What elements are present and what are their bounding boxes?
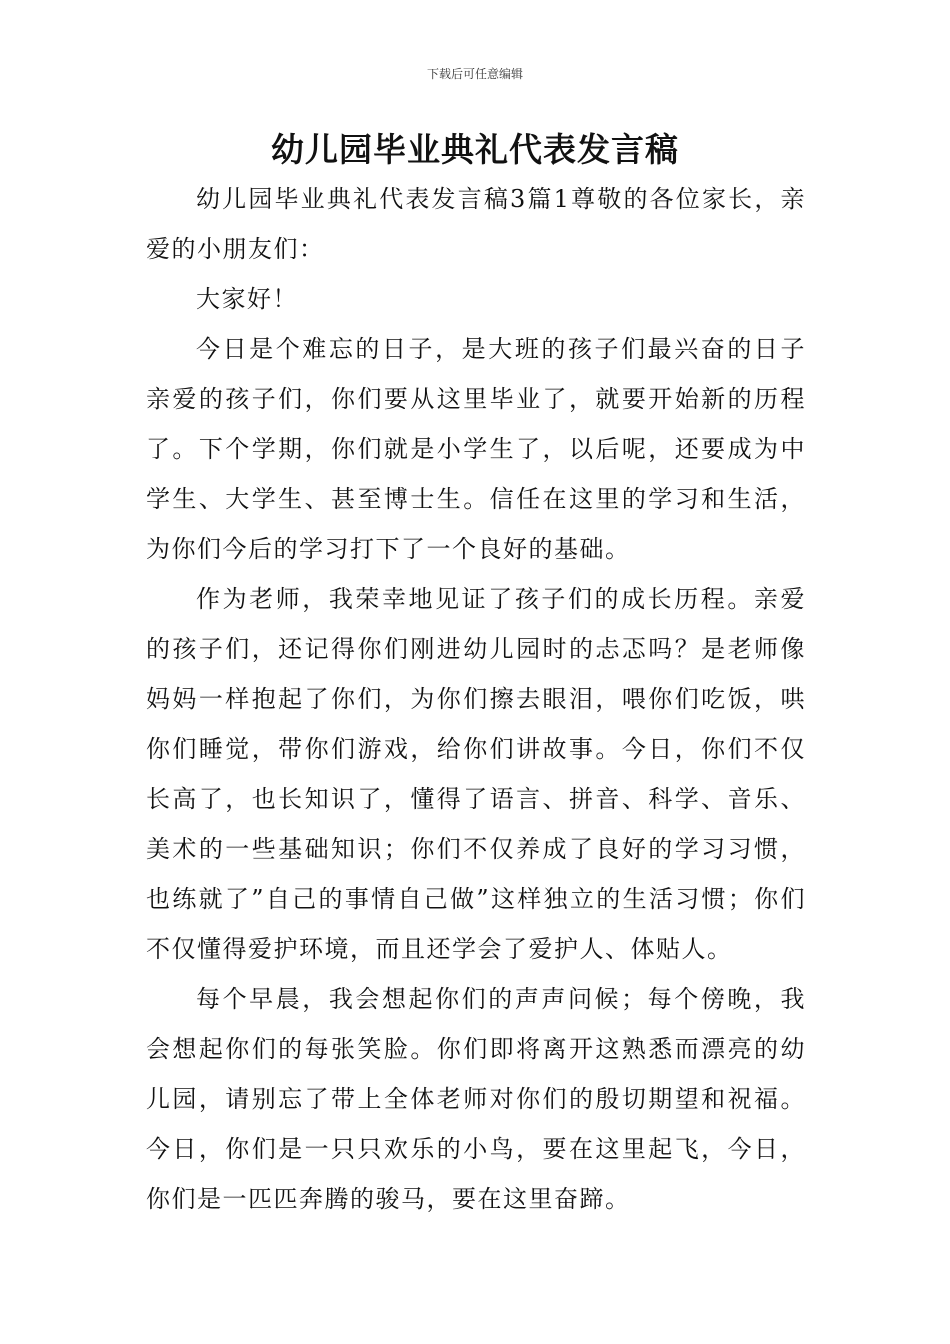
- paragraph-farewell: 每个早晨，我会想起你们的声声问候；每个傍晚，我会想起你们的每张笑脸。你们即将离开这熟悉而漂亮的幼儿园，请别忘了带上全体老师对你们的殷切期望和祝福。今日，你们是一只只欢乐的小鸟，要在这里起飞，今日，你们是一匹匹奔腾的骏马，要在这里奋蹄。: [146, 985, 806, 1213]
- paragraph-greeting-line: 幼儿园毕业典礼代表发言稿3篇1尊敬的各位家长，亲爱的小朋友们：: [146, 185, 806, 263]
- paragraph-graduation-day: 今日是个难忘的日子，是大班的孩子们最兴奋的日子亲爱的孩子们，你们要从这里毕业了，就要开始新的历程了。下个学期，你们就是小学生了，以后呢，还要成为中学生、大学生、甚至博士生。信任在这里的学习和生活，为你们今后的学习打下了一个良好的基础。: [146, 335, 806, 563]
- paragraph-hello: 大家好！: [196, 285, 298, 313]
- paragraph-teacher-reflection: 作为老师，我荣幸地见证了孩子们的成长历程。亲爱的孩子们，还记得你们刚进幼儿园时的忐忑吗？是老师像妈妈一样抱起了你们，为你们擦去眼泪，喂你们吃饭，哄你们睡觉，带你们游戏，给你们讲故事。今日，你们不仅长高了，也长知识了，懂得了语言、拼音、科学、音乐、美术的一些基础知识；你们不仅养成了良好的学习习惯，也练就了”自己的事情自己做”这样独立的生活习惯；你们不仅懂得爱护环境，而且还学会了爱护人、体贴人。: [146, 585, 806, 963]
- header-note: 下载后可任意编辑: [426, 67, 523, 81]
- document-body: [146, 174, 806, 1224]
- document-title: 幼儿园毕业典礼代表发言稿: [271, 130, 679, 169]
